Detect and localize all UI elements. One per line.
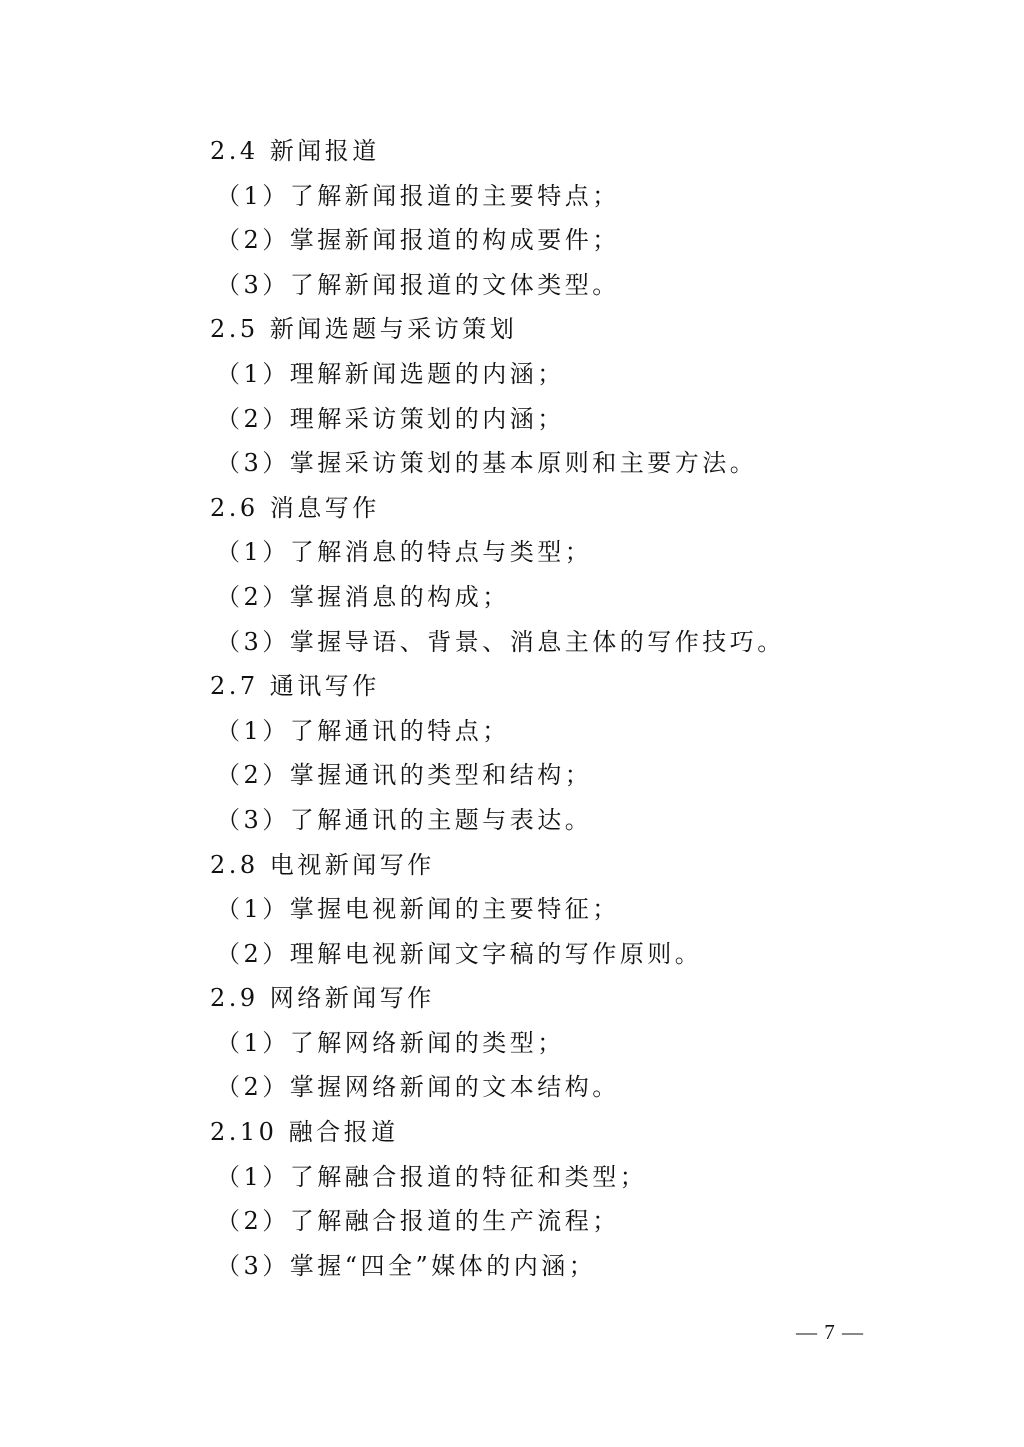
list-item: （3）掌握导语、背景、消息主体的写作技巧。	[216, 627, 785, 656]
document-body	[210, 129, 930, 1288]
section-heading: 2.9 网络新闻写作	[210, 984, 435, 1013]
list-item: （2）了解融合报道的生产流程；	[216, 1207, 620, 1236]
list-item: （3）掌握“四全”媒体的内涵；	[216, 1251, 597, 1280]
section-heading: 2.5 新闻选题与采访策划	[210, 315, 518, 344]
section-heading: 2.8 电视新闻写作	[210, 850, 435, 879]
list-item: （1）了解消息的特点与类型；	[216, 538, 593, 567]
page-number: — 7 —	[796, 1320, 864, 1344]
list-item: （2）掌握通讯的类型和结构；	[216, 761, 593, 790]
list-item: （1）了解网络新闻的类型；	[216, 1028, 565, 1057]
section-heading: 2.6 消息写作	[210, 493, 380, 522]
list-item: （2）掌握消息的构成；	[216, 582, 510, 611]
list-item: （2）掌握网络新闻的文本结构。	[216, 1073, 620, 1102]
list-item: （1）掌握电视新闻的主要特征；	[216, 895, 620, 924]
list-item: （2）理解电视新闻文字稿的写作原则。	[216, 939, 703, 968]
list-item: （1）了解融合报道的特征和类型；	[216, 1162, 648, 1191]
list-item: （1）了解通讯的特点；	[216, 716, 510, 745]
list-item: （3）了解通讯的主题与表达。	[216, 805, 593, 834]
section-heading: 2.10 融合报道	[210, 1118, 399, 1147]
list-item: （1）了解新闻报道的主要特点；	[216, 181, 620, 210]
list-item: （3）了解新闻报道的文体类型。	[216, 270, 620, 299]
list-item: （1）理解新闻选题的内涵；	[216, 359, 565, 388]
list-item: （2）理解采访策划的内涵；	[216, 404, 565, 433]
section-heading: 2.4 新闻报道	[210, 137, 380, 165]
list-item: （3）掌握采访策划的基本原则和主要方法。	[216, 449, 758, 478]
section-heading: 2.7 通讯写作	[210, 672, 380, 701]
list-item: （2）掌握新闻报道的构成要件；	[216, 226, 620, 255]
